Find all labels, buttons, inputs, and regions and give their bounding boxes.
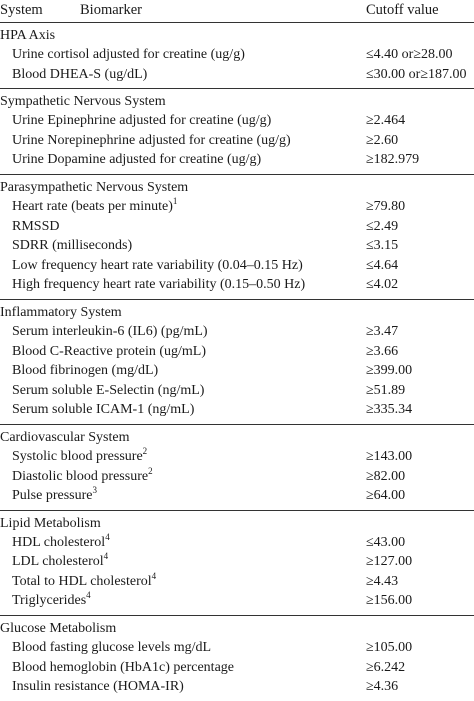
biomarker-text: HDL cholesterol xyxy=(12,534,106,550)
section-spacer xyxy=(0,697,474,701)
biomarker-text: Heart rate (beats per minute) xyxy=(12,198,173,214)
cutoff-cell: ≥105.00 xyxy=(366,640,413,656)
biomarker-cell xyxy=(12,150,261,170)
cutoff-cell: ≥127.00 xyxy=(366,554,413,570)
cutoff-cell: ≥3.66 xyxy=(366,343,399,359)
biomarker-text: LDL cholesterol xyxy=(12,554,104,570)
cutoff-cell: ≤2.49 xyxy=(366,218,399,234)
cutoff-cell: ≥51.89 xyxy=(366,382,406,398)
section-title: Sympathetic Nervous System xyxy=(0,94,166,110)
footnote-marker: 4 xyxy=(105,531,110,542)
table-row xyxy=(0,400,474,420)
biomarker-text: SDRR (milliseconds) xyxy=(12,238,133,254)
footnote-marker: 2 xyxy=(148,465,153,476)
table-row xyxy=(0,572,474,592)
footnote-marker: 1 xyxy=(172,195,178,206)
biomarker-cell xyxy=(12,400,194,420)
cutoff-cell: ≥2.464 xyxy=(366,113,406,129)
table-row xyxy=(0,131,474,151)
cutoff-cell: ≥399.00 xyxy=(366,363,413,379)
table-section xyxy=(0,616,474,701)
table-section xyxy=(0,300,474,425)
biomarker-text: Urine Epinephrine adjusted for creatine (ug/g) xyxy=(12,113,272,129)
header-cutoff-value: Cutoff value xyxy=(366,2,439,18)
biomarker-cell xyxy=(12,447,147,467)
table-row xyxy=(0,342,474,362)
section-title: Lipid Metabolism xyxy=(0,515,101,531)
table-row xyxy=(0,533,474,553)
table-section xyxy=(0,23,474,89)
biomarker-text: Blood fibrinogen (mg/dL) xyxy=(12,363,159,379)
biomarker-cell xyxy=(12,381,204,401)
cutoff-cell: ≥6.242 xyxy=(366,659,406,675)
cutoff-cell: ≥335.34 xyxy=(366,402,413,418)
header-biomarker: Biomarker xyxy=(80,2,143,18)
biomarker-cell xyxy=(12,638,211,658)
biomarker-text: Insulin resistance (HOMA-IR) xyxy=(12,679,184,695)
biomarker-cell xyxy=(12,256,303,276)
table-row xyxy=(0,467,474,487)
table-row xyxy=(0,275,474,295)
table-section xyxy=(0,89,474,175)
biomarker-cell xyxy=(12,65,147,85)
footnote-marker: 4 xyxy=(151,570,157,581)
biomarker-text: Blood DHEA-S (ug/dL) xyxy=(12,66,148,82)
cutoff-cell: ≥143.00 xyxy=(366,448,413,464)
biomarker-text: High frequency heart rate variability (0.15–0.50 Hz) xyxy=(12,277,306,293)
table-row xyxy=(0,381,474,401)
table-row xyxy=(0,111,474,131)
section-title: Parasympathetic Nervous System xyxy=(0,179,189,195)
biomarker-text: Serum interleukin-6 (IL6) (pg/mL) xyxy=(12,323,208,339)
biomarker-text: Blood C-Reactive protein (ug/mL) xyxy=(12,343,207,359)
biomarker-text: Systolic blood pressure xyxy=(12,448,143,464)
cutoff-cell: ≥4.36 xyxy=(366,679,399,695)
header-system: System xyxy=(0,2,43,18)
biomarker-cell xyxy=(12,131,291,151)
biomarker-text: Low frequency heart rate variability (0.04–0.15 Hz) xyxy=(12,257,303,273)
section-title: Inflammatory System xyxy=(0,304,122,320)
table-row xyxy=(0,677,474,697)
biomarker-cell xyxy=(12,361,158,381)
biomarker-text: Serum soluble E-Selectin (ng/mL) xyxy=(12,382,205,398)
table-row xyxy=(0,447,474,467)
biomarker-text: Triglycerides xyxy=(12,593,87,609)
table-body xyxy=(0,23,474,701)
cutoff-cell: ≤4.64 xyxy=(366,257,399,273)
biomarker-text: RMSSD xyxy=(12,218,60,234)
biomarker-cell xyxy=(12,342,206,362)
biomarker-cell xyxy=(12,197,177,217)
biomarker-text: Serum soluble ICAM-1 (ng/mL) xyxy=(12,402,195,418)
biomarker-text: Diastolic blood pressure xyxy=(12,468,149,484)
biomarker-cell xyxy=(12,111,271,131)
table-row xyxy=(0,486,474,506)
cutoff-cell: ≥64.00 xyxy=(366,488,406,504)
table-section xyxy=(0,425,474,511)
biomarker-cell xyxy=(12,552,108,572)
cutoff-cell: ≥79.80 xyxy=(366,198,406,214)
biomarker-text: Urine cortisol adjusted for creatine (ug/g) xyxy=(12,47,245,62)
table-row xyxy=(0,45,474,65)
table-row xyxy=(0,552,474,572)
biomarker-cell xyxy=(12,677,184,697)
table-row xyxy=(0,256,474,276)
section-title: HPA Axis xyxy=(0,28,56,43)
biomarker-text: Total to HDL cholesterol xyxy=(12,573,152,589)
table-row xyxy=(0,638,474,658)
biomarker-cell xyxy=(12,322,208,342)
biomarker-text: Urine Norepinephrine adjusted for creatine (ug/g) xyxy=(12,132,291,148)
biomarker-cell xyxy=(12,275,305,295)
cutoff-cell: ≤43.00 xyxy=(366,534,406,550)
biomarker-cell xyxy=(12,486,97,506)
biomarker-cell xyxy=(12,533,110,553)
table-header xyxy=(0,0,474,22)
table-row xyxy=(0,658,474,678)
cutoff-cell: ≥2.60 xyxy=(366,132,399,148)
footnote-marker: 2 xyxy=(142,445,148,456)
biomarker-cell xyxy=(12,658,234,678)
biomarker-text: Pulse pressure xyxy=(12,488,93,504)
table-row xyxy=(0,197,474,217)
table-row xyxy=(0,65,474,85)
cutoff-cell: ≥82.00 xyxy=(366,468,406,484)
cutoff-cell: ≤4.40 or≥28.00 xyxy=(366,47,453,62)
biomarker-cell xyxy=(12,591,91,611)
biomarker-text: Blood hemoglobin (HbA1c) percentage xyxy=(12,659,234,675)
cutoff-cell: ≥3.47 xyxy=(366,323,399,339)
biomarker-text: Blood fasting glucose levels mg/dL xyxy=(12,640,212,656)
biomarker-cell xyxy=(12,467,153,487)
table-row xyxy=(0,150,474,170)
section-title: Cardiovascular System xyxy=(0,429,130,445)
biomarker-cell xyxy=(12,217,59,237)
table-section xyxy=(0,175,474,300)
table-row xyxy=(0,217,474,237)
section-title: Glucose Metabolism xyxy=(0,621,117,637)
biomarker-text: Urine Dopamine adjusted for creatine (ug/g) xyxy=(12,152,262,168)
table-section xyxy=(0,511,474,616)
cutoff-cell: ≤30.00 or≥187.00 xyxy=(366,66,467,82)
table-row xyxy=(0,322,474,342)
footnote-marker: 4 xyxy=(103,551,109,562)
biomarker-cell xyxy=(12,236,132,256)
table-row xyxy=(0,591,474,611)
cutoff-cell: ≥4.43 xyxy=(366,573,399,589)
biomarker-cell xyxy=(12,45,245,65)
footnote-marker: 3 xyxy=(92,485,97,496)
cutoff-cell: ≥182.979 xyxy=(366,152,420,168)
biomarker-cell xyxy=(12,572,156,592)
cutoff-cell: ≤4.02 xyxy=(366,277,399,293)
footnote-marker: 4 xyxy=(86,590,91,601)
cutoff-cell: ≥156.00 xyxy=(366,593,413,609)
table-row xyxy=(0,236,474,256)
table-row xyxy=(0,361,474,381)
cutoff-cell: ≤3.15 xyxy=(366,238,399,254)
